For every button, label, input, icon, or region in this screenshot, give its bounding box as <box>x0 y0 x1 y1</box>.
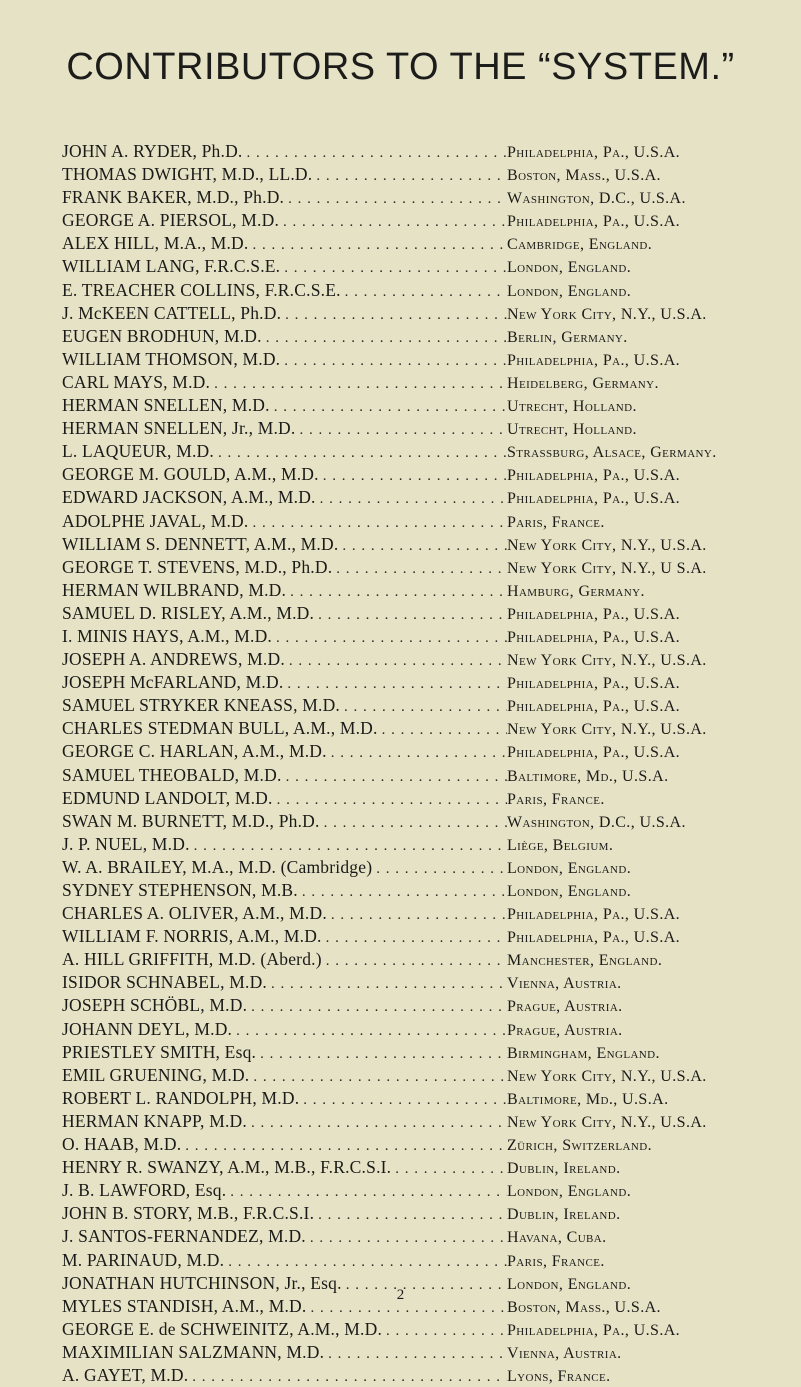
contributor-location: Dublin, Ireland. <box>507 1160 621 1178</box>
contributor-row <box>62 648 762 671</box>
contributor-location: London, England. <box>507 883 632 900</box>
contributor-name: JONATHAN HUTCHINSON, Jr., Esq. <box>62 1272 342 1293</box>
dot-leader <box>210 373 507 394</box>
contributor-location: New York City, N.Y., U.S.A. <box>507 536 707 554</box>
contributor-location: Dublin, Ireland. <box>507 1206 621 1224</box>
dot-leader <box>327 742 507 763</box>
contributor-name: FRANK BAKER, M.D., Ph.D. <box>62 187 285 208</box>
contributor-row <box>62 186 762 209</box>
contributor-name: EUGEN BRODHUN, M.D. <box>62 325 262 346</box>
dot-leader <box>284 188 507 209</box>
contributor-name: J. P. NUEL, M.D. <box>62 833 190 854</box>
dot-leader <box>295 419 507 440</box>
dot-leader <box>338 535 507 556</box>
contributor-location: Vienna, Austria. <box>507 975 622 993</box>
dot-leader <box>372 858 507 879</box>
contributor-name: WILLIAM S. DENNETT, A.M., M.D. <box>62 533 339 554</box>
dot-leader <box>314 604 507 625</box>
contributor-location: Zürich, Switzerland. <box>507 1137 652 1155</box>
contributor-row <box>62 1156 762 1179</box>
contributor-row <box>62 694 762 717</box>
contributor-location: London, England. <box>507 282 632 300</box>
contributor-row <box>62 255 762 278</box>
contributor-location: Cambridge, England. <box>507 236 653 254</box>
contributor-row <box>62 1364 762 1387</box>
contributor-location: Utrecht, Holland. <box>507 398 637 416</box>
contributor-row <box>62 579 762 602</box>
contributor-list <box>62 140 762 1387</box>
contributor-name: HENRY R. SWANZY, A.M., M.B., F.R.C.S.I. <box>62 1157 392 1178</box>
contributor-row <box>62 510 762 533</box>
contributor-location: Philadelphia, Pa., U.S.A. <box>507 144 681 161</box>
contributor-row <box>62 1225 762 1248</box>
contributor-name: WILLIAM F. NORRIS, A.M., M.D. <box>62 926 322 947</box>
contributor-row <box>62 671 762 694</box>
contributor-row <box>62 1087 762 1110</box>
contributor-row <box>62 1041 762 1064</box>
contributor-row <box>62 417 762 440</box>
dot-leader <box>306 1227 507 1248</box>
contributor-location: Lyons, France. <box>507 1367 611 1385</box>
contributor-row <box>62 463 762 486</box>
contributor-name: PRIESTLEY SMITH, Esq. <box>62 1041 257 1062</box>
contributor-name: SAMUEL THEOBALD, M.D. <box>62 764 282 785</box>
contributor-name: CARL MAYS, M.D. <box>62 371 211 392</box>
contributor-location: Philadelphia, Pa., U.S.A. <box>507 1321 681 1339</box>
contributor-name: J. SANTOS-FERNANDEZ, M.D. <box>62 1226 306 1247</box>
dot-leader <box>232 1020 507 1041</box>
dot-leader <box>272 627 507 648</box>
contributor-row <box>62 486 762 509</box>
contributor-row <box>62 717 762 740</box>
contributor-location: Baltimore, Md., U.S.A. <box>507 1090 669 1108</box>
contributor-location: Philadelphia, Pa., U.S.A. <box>507 467 681 485</box>
dot-leader <box>283 673 507 694</box>
dot-leader <box>262 327 507 348</box>
contributor-location: Hamburg, Germany. <box>507 582 645 600</box>
contributor-name: MYLES STANDISH, A.M., M.D. <box>62 1295 307 1316</box>
contributor-row <box>62 764 762 787</box>
contributor-row <box>62 1202 762 1225</box>
contributor-name: SAMUEL D. RISLEY, A.M., M.D. <box>62 602 315 623</box>
dot-leader <box>243 142 508 163</box>
contributor-name: MAXIMILIAN SALZMANN, M.D. <box>62 1341 325 1362</box>
contributor-name: GEORGE M. GOULD, A.M., M.D. <box>62 464 319 485</box>
contributor-row <box>62 1179 762 1202</box>
contributor-row <box>62 1064 762 1087</box>
contributor-location: Philadelphia, Pa., U.S.A. <box>507 490 681 508</box>
contributor-name: ADOLPHE JAVAL, M.D. <box>62 510 249 531</box>
contributor-location: Paris, France. <box>507 790 605 808</box>
page-number: 2 <box>396 1287 405 1303</box>
contributor-location: New York City, N.Y., U S.A. <box>507 559 707 577</box>
contributor-name: CHARLES STEDMAN BULL, A.M., M.D. <box>62 718 378 739</box>
contributor-row <box>62 625 762 648</box>
contributor-row <box>62 902 762 925</box>
contributor-name: O. HAAB, M.D. <box>62 1134 182 1155</box>
dot-leader <box>247 996 507 1017</box>
contributor-name: THOMAS DWIGHT, M.D., LL.D. <box>62 164 313 185</box>
contributor-name: W. A. BRAILEY, M.A., M.D. (Cambridge) <box>62 856 373 877</box>
contributor-row <box>62 163 762 186</box>
dot-leader <box>256 1043 507 1064</box>
contributor-location: Philadelphia, Pa., U.S.A. <box>507 675 681 693</box>
contributor-row <box>62 371 762 394</box>
contributor-name: CHARLES A. OLIVER, A.M., M.D. <box>62 903 327 924</box>
contributor-name: EDWARD JACKSON, A.M., M.D. <box>62 487 316 508</box>
dot-leader <box>312 165 507 186</box>
dot-leader <box>391 1158 507 1179</box>
contributor-row <box>62 833 762 856</box>
contributor-name: HERMAN SNELLEN, Jr., M.D. <box>62 418 296 439</box>
contributor-row <box>62 1341 762 1364</box>
dot-leader <box>322 950 507 971</box>
contributor-name: GEORGE T. STEVENS, M.D., Ph.D. <box>62 556 333 577</box>
contributor-name: M. PARINAUD, M.D. <box>62 1249 225 1270</box>
contributor-name: JOHN B. STORY, M.B., F.R.C.S.I. <box>62 1203 315 1224</box>
dot-leader <box>281 304 507 325</box>
dot-leader <box>279 211 507 232</box>
contributor-name: ALEX HILL, M.A., M.D. <box>62 233 249 254</box>
dot-leader <box>190 835 507 856</box>
contributor-location: Heidelberg, Germany. <box>507 374 659 392</box>
dot-leader <box>285 650 507 671</box>
contributor-name: GEORGE C. HARLAN, A.M., M.D. <box>62 741 327 762</box>
contributor-location: Berlin, Germany. <box>507 328 628 346</box>
contributor-location: Washington, D.C., U.S.A. <box>507 190 686 208</box>
contributor-name: SYDNEY STEPHENSON, M.B. <box>62 880 298 900</box>
dot-leader <box>226 1181 507 1202</box>
contributor-location: Washington, D.C., U.S.A. <box>507 813 686 831</box>
contributor-location: Strassburg, Alsace, Germany. <box>507 444 717 462</box>
dot-leader <box>378 719 507 740</box>
contributor-row <box>62 810 762 833</box>
contributor-location: Utrecht, Holland. <box>507 421 637 439</box>
contributor-location: London, England. <box>507 259 632 277</box>
dot-leader <box>327 904 507 925</box>
contributor-row <box>62 209 762 232</box>
dot-leader <box>248 234 507 255</box>
contributor-location: Philadelphia, Pa., U.S.A. <box>507 605 681 623</box>
contributor-location: Philadelphia, Pa., U.S.A. <box>507 628 681 646</box>
contributor-name: J. B. LAWFORD, Esq. <box>62 1180 227 1201</box>
contributor-name: EDMUND LANDOLT, M.D. <box>62 787 273 808</box>
dot-leader <box>332 558 507 579</box>
contributor-location: Philadelphia, Pa., U.S.A. <box>507 906 681 924</box>
contributor-location: Paris, France. <box>507 1252 605 1270</box>
contributor-location: Havana, Cuba. <box>507 1229 607 1247</box>
contributor-location: Prague, Austria. <box>507 998 623 1016</box>
contributor-location: New York City, N.Y., U.S.A. <box>507 305 707 323</box>
dot-leader <box>280 350 507 371</box>
contributor-name: EMIL GRUENING, M.D. <box>62 1064 250 1085</box>
contributor-location: Birmingham, England. <box>507 1044 660 1062</box>
contributor-row <box>62 279 762 302</box>
dot-leader <box>273 789 507 810</box>
contributor-location: Baltimore, Md., U.S.A. <box>507 767 669 785</box>
contributor-row <box>62 348 762 371</box>
dot-leader <box>214 442 507 463</box>
contributor-name: GEORGE E. de SCHWEINITZ, A.M., M.D. <box>62 1318 383 1339</box>
contributor-row <box>62 856 762 879</box>
dot-leader <box>340 696 507 717</box>
contributor-location: Vienna, Austria. <box>507 1344 622 1362</box>
contributor-name: J. McKEEN CATTELL, Ph.D. <box>62 302 282 323</box>
dot-leader <box>322 927 507 948</box>
contributor-name: JOSEPH A. ANDREWS, M.D. <box>62 649 285 670</box>
contributor-location: New York City, N.Y., U.S.A. <box>507 652 707 670</box>
dot-leader <box>248 512 507 533</box>
contributor-location: Prague, Austria. <box>507 1021 623 1039</box>
contributor-name: HERMAN WILBRAND, M.D. <box>62 579 287 600</box>
contributor-row <box>62 879 762 902</box>
dot-leader <box>267 973 507 994</box>
dot-leader <box>314 1204 507 1225</box>
contributor-name: ROBERT L. RANDOLPH, M.D. <box>62 1087 300 1108</box>
dot-leader <box>319 465 507 486</box>
contributor-row <box>62 140 762 163</box>
contributor-name: HERMAN SNELLEN, M.D. <box>62 395 270 416</box>
dot-leader <box>299 1089 507 1110</box>
contributor-location: Paris, France. <box>507 513 605 531</box>
contributor-name: A. HILL GRIFFITH, M.D. (Aberd.) <box>62 949 322 970</box>
contributor-row <box>62 1249 762 1272</box>
contributor-row <box>62 533 762 556</box>
dot-leader <box>249 1066 507 1087</box>
dot-leader <box>247 1112 507 1133</box>
contributor-location: Boston, Mass., U.S.A. <box>507 1298 661 1316</box>
dot-leader <box>188 1366 507 1387</box>
contributor-location: New York City, N.Y., U.S.A. <box>507 1067 707 1085</box>
contributor-row <box>62 602 762 625</box>
contributor-name: ISIDOR SCHNABEL, M.D. <box>62 972 267 993</box>
contributor-name: JOSEPH SCHÖBL, M.D. <box>62 995 248 1016</box>
contributor-row <box>62 440 762 463</box>
contributor-row <box>62 556 762 579</box>
dot-leader <box>270 396 507 417</box>
contributor-row <box>62 1018 762 1041</box>
dot-leader <box>298 881 507 902</box>
contributor-location: Philadelphia, Pa., U.S.A. <box>507 698 681 716</box>
dot-leader <box>316 488 507 509</box>
contributor-row <box>62 994 762 1017</box>
contributor-name: A. GAYET, M.D. <box>62 1364 189 1385</box>
contributor-row <box>62 302 762 325</box>
contributor-row <box>62 232 762 255</box>
contributor-name: WILLIAM LANG, F.R.C.S.E. <box>62 256 281 277</box>
contributor-name: JOHN A. RYDER, Ph.D. <box>62 141 243 161</box>
contributor-name: SWAN M. BURNETT, M.D., Ph.D. <box>62 810 320 831</box>
contributor-row <box>62 325 762 348</box>
contributor-row <box>62 1318 762 1341</box>
contributor-location: London, England. <box>507 859 632 877</box>
dot-leader <box>224 1251 507 1272</box>
contributor-location: Philadelphia, Pa., U.S.A. <box>507 213 681 231</box>
contributor-location: London, England. <box>507 1183 632 1201</box>
contributor-location: New York City, N.Y., U.S.A. <box>507 721 707 739</box>
contributor-name: L. LAQUEUR, M.D. <box>62 441 214 462</box>
contributor-name: JOSEPH McFARLAND, M.D. <box>62 672 284 693</box>
dot-leader <box>286 581 507 602</box>
contributor-name: HERMAN KNAPP, M.D. <box>62 1110 247 1131</box>
contributor-location: Philadelphia, Pa., U.S.A. <box>507 744 681 762</box>
contributor-location: London, England. <box>507 1275 632 1293</box>
contributor-location: Liège, Belgium. <box>507 836 614 854</box>
contributor-location: Manchester, England. <box>507 952 663 970</box>
contributor-row <box>62 394 762 417</box>
contributor-location: Philadelphia, Pa., U.S.A. <box>507 929 681 947</box>
contributor-name: JOHANN DEYL, M.D. <box>62 1018 233 1039</box>
contributor-row <box>62 1110 762 1133</box>
contributor-name: GEORGE A. PIERSOL, M.D. <box>62 210 280 231</box>
contributor-location: Philadelphia, Pa., U.S.A. <box>507 351 681 369</box>
contributor-location: Boston, Mass., U.S.A. <box>507 167 661 185</box>
dot-leader <box>341 281 507 302</box>
contributor-row <box>62 971 762 994</box>
dot-leader <box>324 1343 507 1364</box>
contributor-row <box>62 740 762 763</box>
dot-leader <box>320 812 507 833</box>
dot-leader <box>382 1320 507 1341</box>
contributor-row <box>62 1133 762 1156</box>
contributor-location: New York City, N.Y., U.S.A. <box>507 1113 707 1131</box>
contributor-name: I. MINIS HAYS, A.M., M.D. <box>62 625 273 646</box>
contributor-row <box>62 787 762 810</box>
page-title: CONTRIBUTORS TO THE “SYSTEM.” <box>66 46 735 88</box>
contributor-name: SAMUEL STRYKER KNEASS, M.D. <box>62 695 340 716</box>
contributor-name: E. TREACHER COLLINS, F.R.C.S.E. <box>62 279 341 300</box>
dot-leader <box>280 257 507 278</box>
contributor-row <box>62 948 762 971</box>
contributor-name: WILLIAM THOMSON, M.D. <box>62 348 281 369</box>
dot-leader <box>181 1135 507 1156</box>
dot-leader <box>282 766 507 787</box>
contributor-row <box>62 925 762 948</box>
